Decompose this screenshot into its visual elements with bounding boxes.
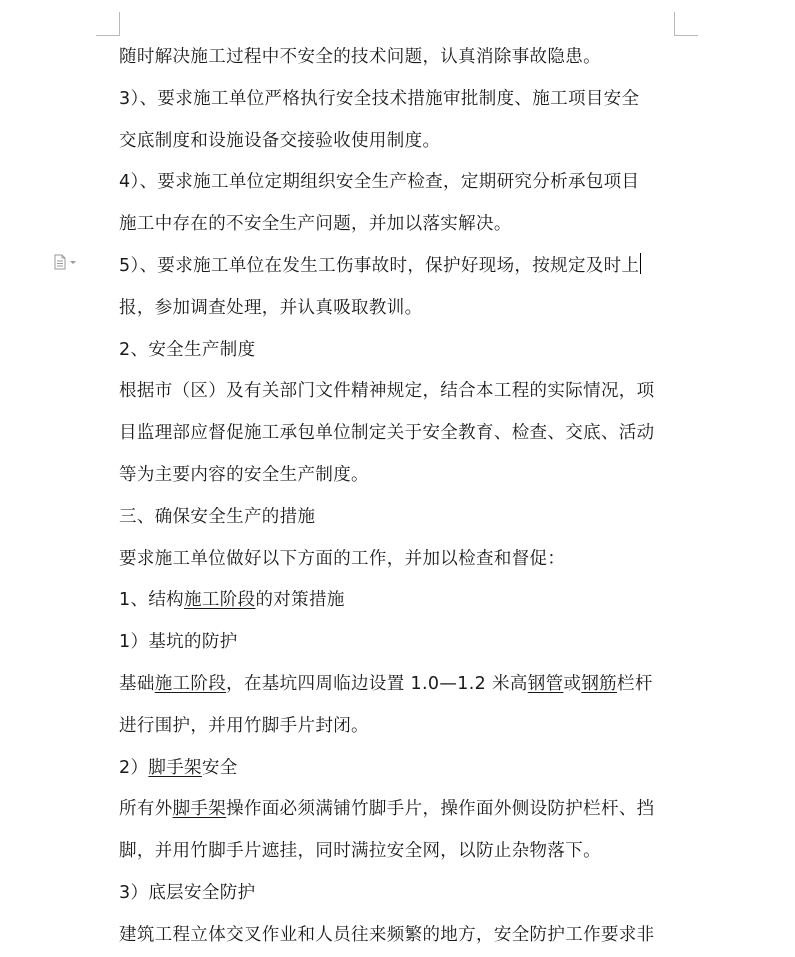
text-line xyxy=(119,706,679,748)
text-run: 2、安全生产制度 xyxy=(119,339,256,360)
subsection-heading xyxy=(119,748,679,790)
document-body[interactable] xyxy=(119,37,679,957)
text-line xyxy=(119,539,679,581)
underlined-term: 脚手架 xyxy=(148,757,202,778)
text-line xyxy=(119,162,679,204)
text-line xyxy=(119,37,679,79)
text-run: 要求施工单位做好以下方面的工作，并加以检查和督促： xyxy=(119,548,566,569)
section-heading xyxy=(119,580,679,622)
text-line xyxy=(119,204,679,246)
text-line xyxy=(119,831,679,873)
section-heading xyxy=(119,497,679,539)
text-line xyxy=(119,288,679,330)
underlined-term: 施工阶段 xyxy=(154,673,227,694)
section-heading xyxy=(119,330,679,372)
text-line xyxy=(119,413,679,455)
text-run: 根据市（区）及有关部门文件精神规定，结合本工程的实际情况，项 xyxy=(119,381,655,402)
page-corner-mark-left xyxy=(96,12,120,36)
text-run: 目监理部应督促施工承包单位制定关于安全教育、检查、交底、活动 xyxy=(119,423,655,444)
text-line xyxy=(119,246,679,288)
page-corner-mark-right xyxy=(674,12,698,36)
subsection-heading xyxy=(119,873,679,915)
paragraph-options-icon[interactable] xyxy=(53,254,79,270)
text-line xyxy=(119,915,679,957)
text-run: 安全 xyxy=(201,757,238,778)
subsection-heading xyxy=(119,622,679,664)
text-run: 进行围护，并用竹脚手片封闭。 xyxy=(119,715,369,736)
text-run: 随时解决施工过程中不安全的技术问题，认真消除事故隐患。 xyxy=(119,47,601,67)
underlined-term: 脚手架 xyxy=(172,799,227,820)
text-run: 5）、要求施工单位在发生工伤事故时，保护好现场，按规定及时上 xyxy=(119,255,640,276)
text-run: 三、确保安全生产的措施 xyxy=(119,506,316,527)
underlined-term: 钢管 xyxy=(527,673,564,694)
text-cursor xyxy=(640,253,641,274)
text-line xyxy=(119,79,679,121)
underlined-term: 钢筋 xyxy=(581,673,618,694)
text-run: 施工中存在的不安全生产问题，并加以落实解决。 xyxy=(119,214,512,235)
text-run: 2） xyxy=(119,757,149,778)
text-run: 1）基坑的防护 xyxy=(119,632,238,653)
text-run: 1、结构 xyxy=(119,590,185,611)
text-line xyxy=(119,371,679,413)
text-line xyxy=(119,664,679,706)
underlined-term: 施工阶段 xyxy=(184,590,256,611)
text-run: 建筑工程立体交叉作业和人员往来频繁的地方，安全防护工作要求非 xyxy=(119,924,655,945)
text-run: 基础 xyxy=(119,673,155,694)
text-line xyxy=(119,789,679,831)
text-line xyxy=(119,455,679,497)
text-run: 或 xyxy=(563,673,582,694)
text-run: 操作面必须满铺竹脚手片，操作面外侧设防护栏杆、挡 xyxy=(226,799,655,820)
text-run: ，在基坑四周临边设置 1.0—1.2 米高 xyxy=(226,673,528,694)
text-run: 交底制度和设施设备交接验收使用制度。 xyxy=(119,130,441,151)
text-run: 的对策措施 xyxy=(255,590,345,611)
text-line xyxy=(119,121,679,163)
text-run: 等为主要内容的安全生产制度。 xyxy=(119,464,369,485)
text-run: 所有外 xyxy=(119,799,173,820)
text-run: 栏杆 xyxy=(617,673,653,694)
text-run: 脚，并用竹脚手片遮挂，同时满拉安全网，以防止杂物落下。 xyxy=(119,841,601,862)
text-run: 3）底层安全防护 xyxy=(119,882,256,903)
text-run: 4）、要求施工单位定期组织安全生产检查，定期研究分析承包项目 xyxy=(119,172,640,193)
text-run: 报，参加调查处理，并认真吸取教训。 xyxy=(119,297,423,318)
text-run: 3）、要求施工单位严格执行安全技术措施审批制度、施工项目安全 xyxy=(119,88,640,109)
